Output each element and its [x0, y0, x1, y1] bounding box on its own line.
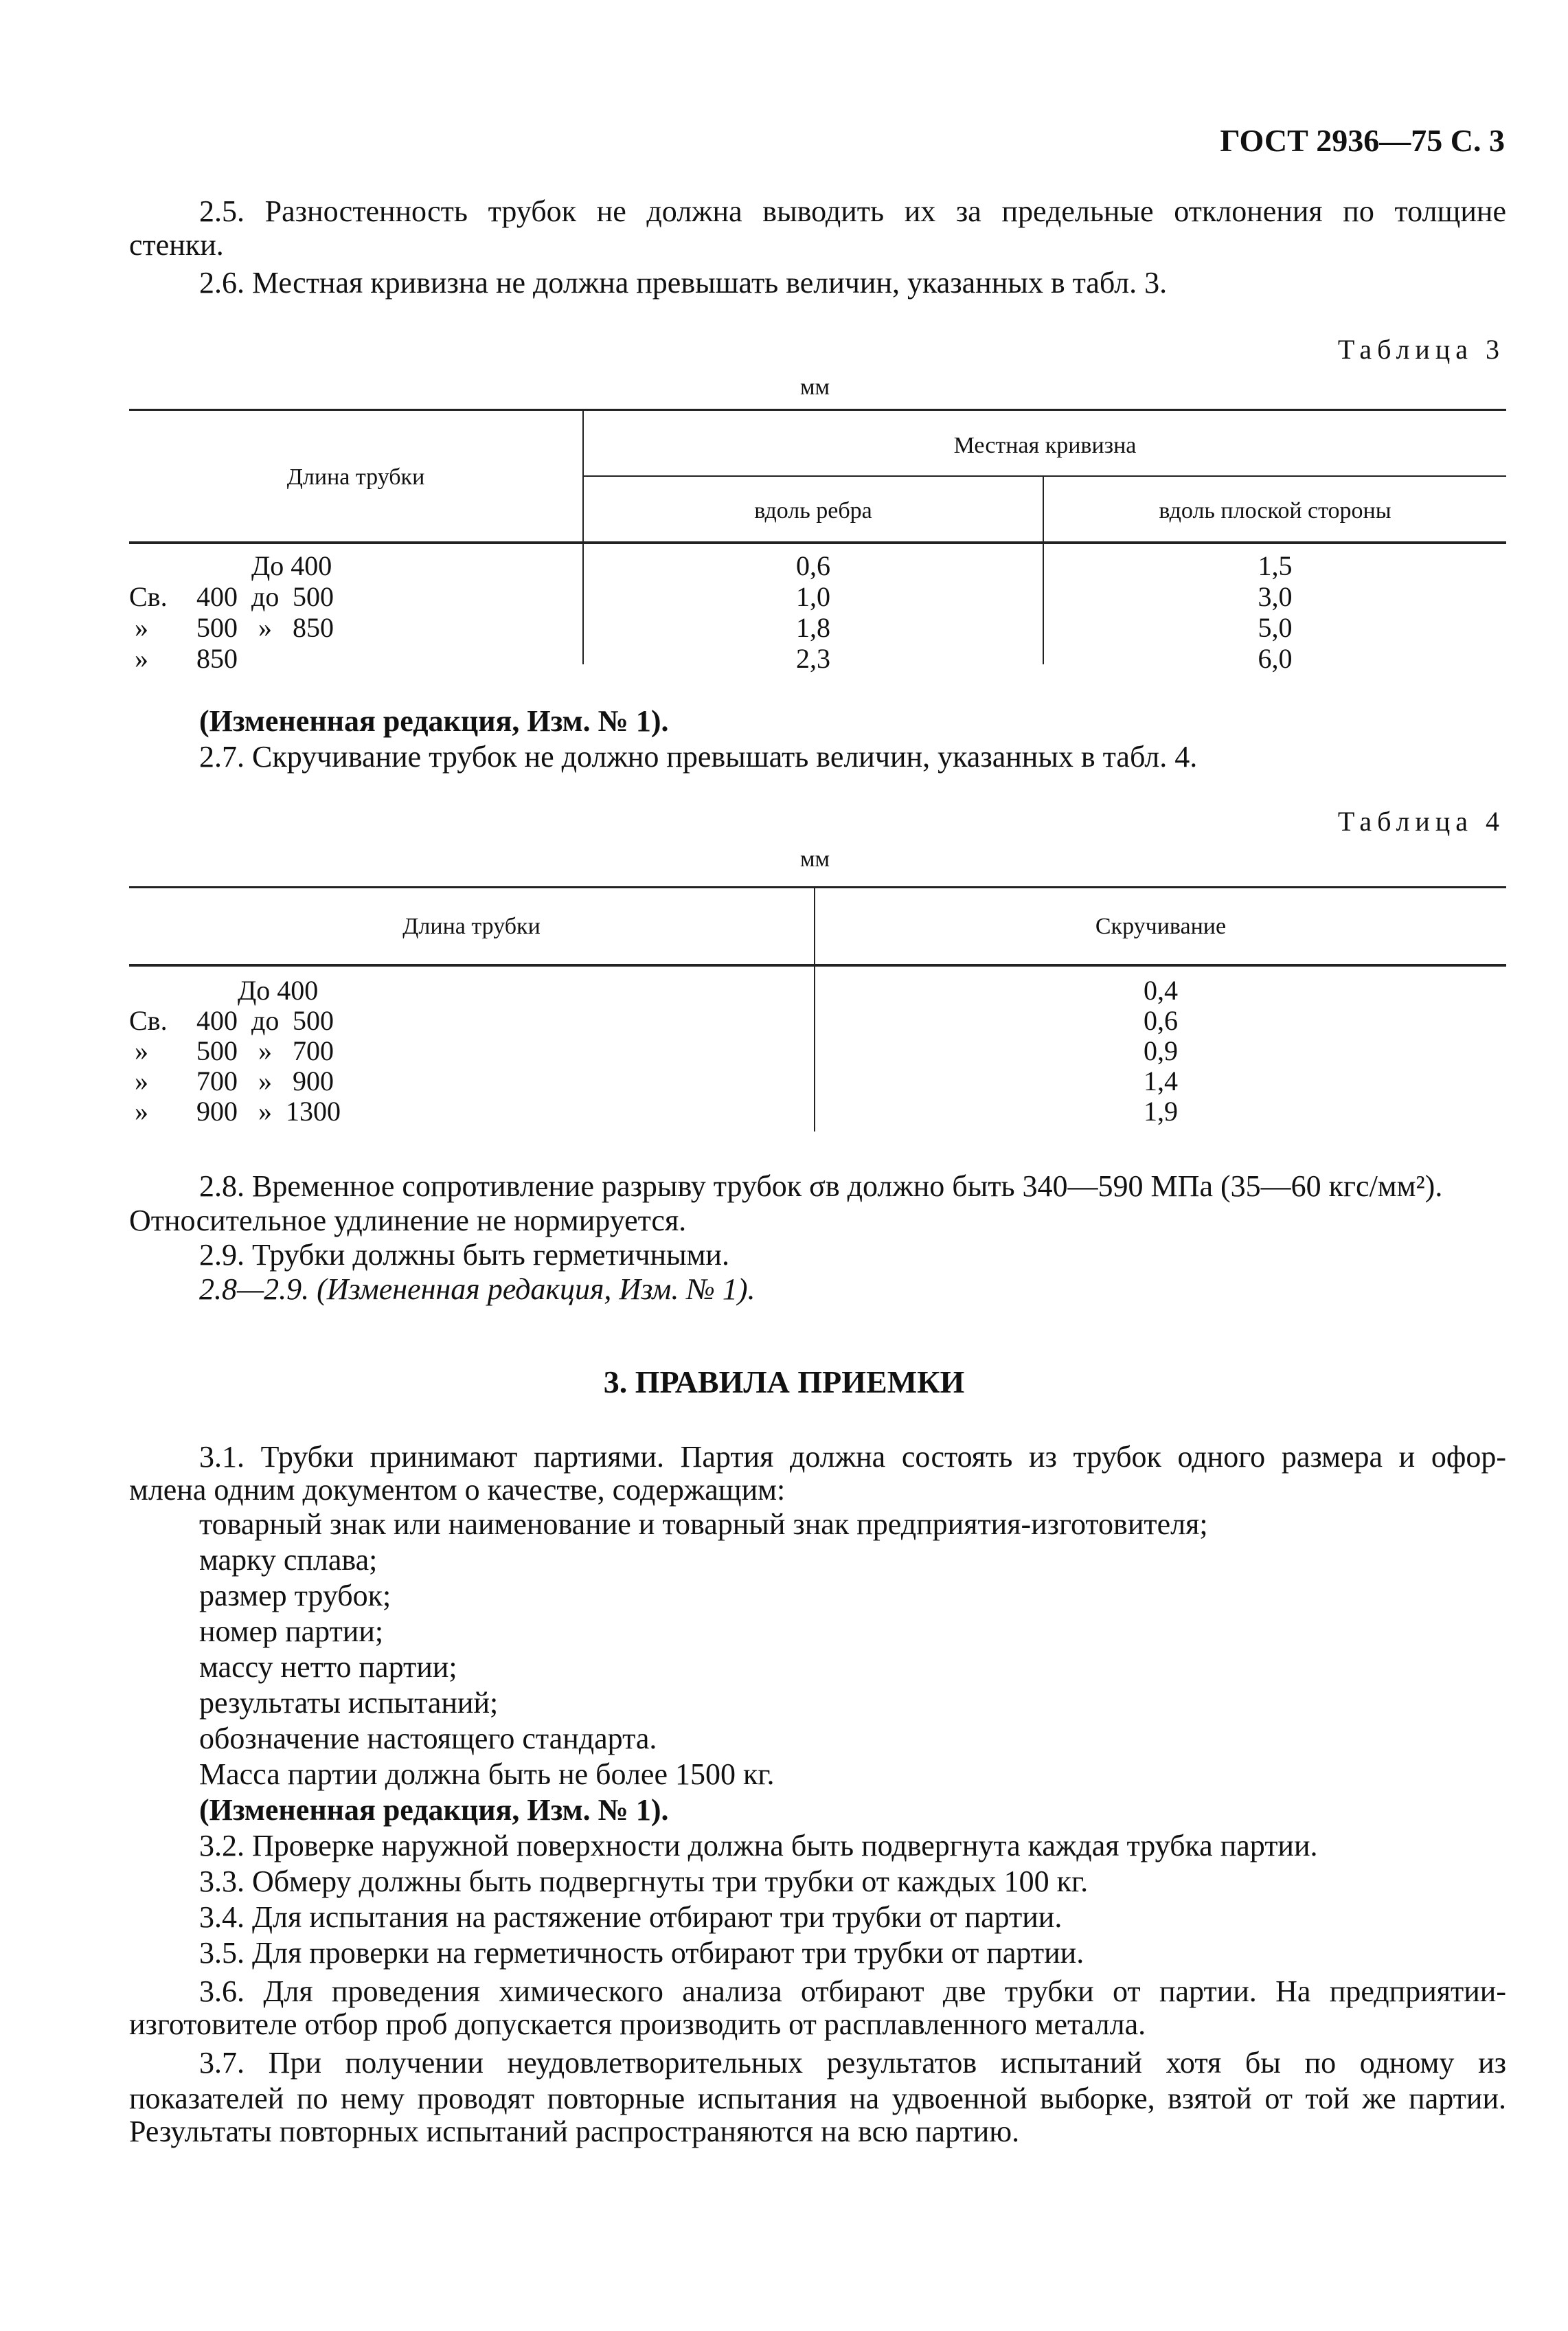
row-sep: »: [258, 1096, 272, 1127]
row-rib: 2,3: [796, 643, 830, 674]
row-from: 850: [196, 643, 238, 674]
row-from: 400: [196, 581, 238, 612]
paragraph-2-8: 2.8. Временное сопротивление разрыву трубок σв должно быть 340—590 МПа (35—60 кгс/мм²).: [199, 1169, 1443, 1203]
row-to: 850: [293, 612, 334, 643]
table4-col-length: Длина трубки: [402, 914, 541, 939]
list-item: размер трубок;: [199, 1579, 391, 1612]
row-twist: 0,4: [1144, 975, 1178, 1006]
table4-top-rule: [129, 886, 1506, 888]
row-twist: 1,4: [1144, 1066, 1178, 1096]
list-item: номер партии;: [199, 1614, 384, 1648]
section3-note: (Измененная редакция, Изм. № 1).: [199, 1793, 669, 1827]
paragraph-3-2: 3.2. Проверке наружной поверхности должна быть подвергнута каждая трубка партии.: [199, 1829, 1318, 1862]
row-length: До 400: [251, 550, 332, 581]
row-from: 700: [196, 1066, 238, 1096]
row-prefix: »: [135, 1066, 148, 1096]
row-rib: 0,6: [796, 550, 830, 581]
paragraph-2-7: 2.7. Скручивание трубок не должно превышать величин, указанных в табл. 4.: [199, 740, 1198, 774]
table4-caption: Таблица 4: [1337, 806, 1505, 837]
table3-col-group: Местная кривизна: [953, 433, 1137, 458]
row-prefix: Св.: [129, 1005, 168, 1036]
table3-caption: Таблица 3: [1337, 334, 1505, 365]
paragraph-2-8-cont: Относительное удлинение не нормируется.: [129, 1204, 687, 1237]
table4-header-rule: [129, 964, 1506, 967]
row-from: 900: [196, 1096, 238, 1127]
row-flat: 1,5: [1258, 550, 1293, 581]
paragraph-3-1-cont: млена одним документом о качестве, содержащим:: [129, 1473, 786, 1507]
paragraph-2-6: 2.6. Местная кривизна не должна превышать величин, указанных в табл. 3.: [199, 266, 1168, 300]
row-sep: »: [258, 1035, 272, 1066]
paragraph-2-5: 2.5. Разностенность трубок не должна выводить их за предельные отклонения по толщине: [199, 194, 1506, 228]
table3-col-rib: вдоль ребра: [754, 498, 872, 523]
row-to: 500: [293, 1005, 334, 1036]
list-item: результаты испытаний;: [199, 1686, 499, 1720]
row-from: 500: [196, 612, 238, 643]
row-twist: 0,9: [1144, 1035, 1178, 1066]
row-sep: »: [258, 1066, 272, 1096]
row-from: 500: [196, 1035, 238, 1066]
row-prefix: Св.: [129, 581, 168, 612]
row-to: 500: [293, 581, 334, 612]
row-twist: 0,6: [1144, 1005, 1178, 1036]
table3-group-rule: [584, 475, 1506, 477]
paragraph-3-7: 3.7. При получении неудовлетворительных результатов испытаний хотя бы по одному из: [199, 2046, 1506, 2080]
list-item: товарный знак или наименование и товарный знак предприятия-изготовителя;: [199, 1507, 1208, 1541]
section-title: 3. ПРАВИЛА ПРИЕМКИ: [603, 1364, 965, 1399]
paragraph-3-4: 3.4. Для испытания на растяжение отбирают три трубки от партии.: [199, 1900, 1063, 1934]
row-from: 400: [196, 1005, 238, 1036]
paragraph-3-5: 3.5. Для проверки на герметичность отбирают три трубки от партии.: [199, 1936, 1084, 1970]
table3-header-rule: [129, 541, 1506, 544]
table3-col-flat: вдоль плоской стороны: [1159, 498, 1391, 523]
row-to: 1300: [286, 1096, 341, 1127]
table3-note: (Измененная редакция, Изм. № 1).: [199, 704, 669, 738]
list-item: обозначение настоящего стандарта.: [199, 1722, 657, 1755]
paragraph-3-7-cont: показателей по нему проводят повторные испытания на удвоенной выборке, взятой от той же партии.: [129, 2082, 1506, 2115]
paragraph-3-7-end: Результаты повторных испытаний распространяются на всю партию.: [129, 2115, 1020, 2148]
row-prefix: »: [135, 1096, 148, 1127]
row-twist: 1,9: [1144, 1096, 1178, 1127]
row-sep: до: [251, 581, 280, 612]
row-prefix: »: [135, 612, 148, 643]
row-to: 900: [293, 1066, 334, 1096]
table4-unit: мм: [800, 846, 830, 872]
table3-unit: мм: [800, 374, 830, 400]
table3-top-rule: [129, 409, 1506, 411]
row-prefix: »: [135, 1035, 148, 1066]
paragraph-3-6-cont: изготовителе отбор проб допускается производить от расплавленного металла.: [129, 2007, 1146, 2041]
paragraph-2-8-2-9-note: 2.8—2.9. (Измененная редакция, Изм. № 1).: [199, 1272, 755, 1306]
row-flat: 3,0: [1258, 581, 1293, 612]
paragraph-3-1: 3.1. Трубки принимают партиями. Партия должна состоять из трубок одного размера и офор-: [199, 1440, 1506, 1474]
row-prefix: »: [135, 643, 148, 674]
row-flat: 5,0: [1258, 612, 1293, 643]
row-rib: 1,0: [796, 581, 830, 612]
table3-col-length: Длина трубки: [286, 464, 425, 490]
table4-col-twist: Скручивание: [1095, 914, 1227, 939]
row-length: До 400: [238, 975, 319, 1006]
paragraph-mass: Масса партии должна быть не более 1500 кг.: [199, 1757, 775, 1791]
row-to: 700: [293, 1035, 334, 1066]
row-sep: до: [251, 1005, 280, 1036]
paragraph-2-9: 2.9. Трубки должны быть герметичными.: [199, 1238, 729, 1272]
list-item: массу нетто партии;: [199, 1650, 457, 1684]
row-flat: 6,0: [1258, 643, 1293, 674]
row-sep: »: [258, 612, 272, 643]
list-item: марку сплава;: [199, 1543, 378, 1577]
paragraph-3-3: 3.3. Обмеру должны быть подвергнуты три трубки от каждых 100 кг.: [199, 1865, 1089, 1898]
paragraph-2-5-cont: стенки.: [129, 228, 224, 262]
row-rib: 1,8: [796, 612, 830, 643]
paragraph-3-6: 3.6. Для проведения химического анализа отбирают две трубки от партии. На предприятии-: [199, 1974, 1506, 2008]
page-header: ГОСТ 2936—75 С. 3: [1220, 123, 1505, 158]
